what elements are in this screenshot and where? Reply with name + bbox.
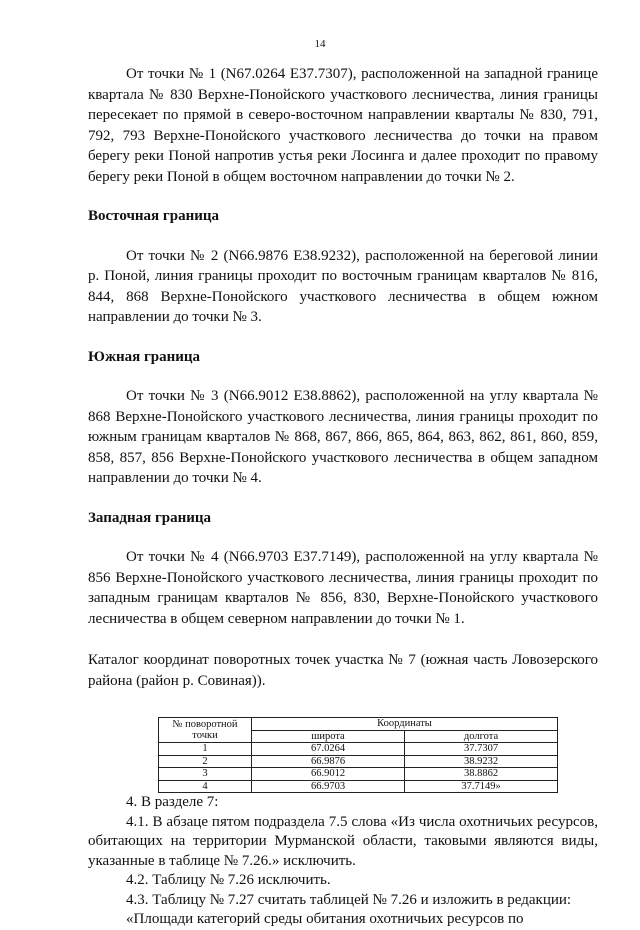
header-longitude: долгота — [405, 730, 558, 743]
header-point-number: № поворотной точки — [159, 718, 252, 743]
table-row — [159, 768, 558, 781]
heading-south-border: Южная граница — [88, 348, 201, 365]
table-row — [159, 780, 558, 793]
coordinates-table — [158, 717, 558, 793]
amendment-4-3: 4.3. Таблицу № 7.27 считать таблицей № 7.26 и изложить в редакции: — [126, 891, 572, 908]
heading-east-border: Восточная граница — [88, 208, 219, 224]
amendment-section-7: 4. В разделе 7: — [126, 794, 219, 810]
cell-point: 1 — [159, 743, 252, 756]
cell-latitude: 67.0264 — [252, 743, 405, 756]
paragraph-catalog-title: Каталог координат поворотных точек участка № 7 (южная часть Ловозерского района (район р. Совиная)). — [88, 652, 598, 689]
cell-latitude: 66.9012 — [252, 768, 405, 781]
paragraph-east-border: От точки № 2 (N66.9876 E38.9232), расположенной на береговой линии р. Поной, линия границы проходит по восточным границам кварталов № 816, 844, 868 Верхне-Понойского участкового лесничества в общем южном направлении до точки № 3. — [88, 247, 598, 325]
cell-latitude: 66.9703 — [252, 780, 405, 793]
amendment-4-2: 4.2. Таблицу № 7.26 исключить. — [126, 872, 331, 888]
quoted-table-title: «Площади категорий среды обитания охотничьих ресурсов по — [126, 911, 524, 927]
cell-longitude: 38.9232 — [405, 755, 558, 768]
heading-west-border: Западная граница — [88, 509, 212, 526]
header-latitude: широта — [252, 730, 405, 743]
page-number: 14 — [314, 38, 326, 50]
header-coordinates: Координаты — [252, 718, 558, 731]
paragraph-west-border: От точки № 4 (N66.9703 E37.7149), расположенной на углу квартала № 856 Верхне-Понойского участкового лесничества, линия границы проходит по западным границам кварталов № 856, 830, Верхне-Понойского участкового лесничества в общем северном направлении до точки № 1. — [88, 549, 598, 627]
cell-point: 3 — [159, 768, 252, 781]
cell-point: 2 — [159, 755, 252, 768]
table-row — [159, 743, 558, 756]
amendments-section — [88, 793, 598, 930]
cell-point: 4 — [159, 780, 252, 793]
paragraph-north-border: От точки № 1 (N67.0264 E37.7307), расположенной на западной границе квартала № 830 Верхне-Понойского участкового лесничества, линия границы пересекает по прямой в северо-восточном направлении кварталы № 830, 791, 792, 793 Верхне-Понойского участкового лесничества до точки на правом берегу реки Поной напротив устья реки Лосинга и далее проходит по правому берегу реки Поной в общем восточном направлении до точки № 2. — [88, 66, 598, 185]
document-body — [88, 64, 598, 930]
paragraph-south-border: От точки № 3 (N66.9012 E38.8862), расположенной на углу квартала № 868 Верхне-Понойского участкового лесничества, линия границы проходит по южным границам кварталов № 868, 867, 866, 865, 864, 863, 862, 861, 860, 859, 858, 857, 856 Верхне-Понойского участкового лесничества в общем западном направлении до точки № 4. — [88, 388, 598, 486]
cell-longitude: 38.8862 — [405, 768, 558, 781]
cell-longitude: 37.7307 — [405, 743, 558, 756]
cell-latitude: 66.9876 — [252, 755, 405, 768]
table-row — [159, 755, 558, 768]
cell-longitude: 37.7149» — [405, 780, 558, 793]
table-header-row — [159, 718, 558, 731]
amendment-4-1: 4.1. В абзаце пятом подраздела 7.5 слова «Из числа охотничьих ресурсов, обитающих на территории Мурманской области, таковыми являются виды, указанные в таблице № 7.26.» исключить. — [88, 813, 598, 869]
